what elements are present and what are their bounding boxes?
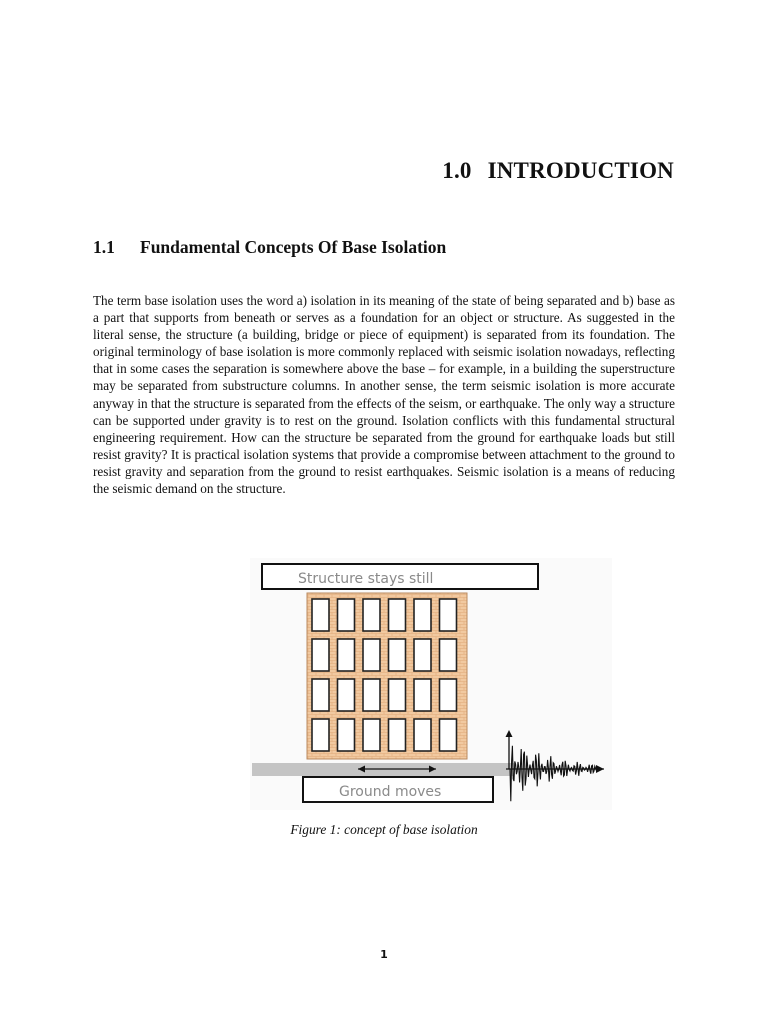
body-paragraph: The term base isolation uses the word a) isolation in its meaning of the state of being separated and b) base as a part that supports from beneath or serves as a foundation for an object or structure. As suggested in the literal sense, the structure (a building, bridge or piece of equipment) is separated from its foundation. The original terminology of base isolation is more commonly replaced with seismic isolation nowadays, reflecting that in some cases the separation is somewhere above the base – for example, in a building the superstructure may be separated from substructure columns. In another sense, the term seismic isolation is more accurate anyway in that the structure is separated from the effects of the seism, or earthquake. The only way a structure can be supported under gravity is to rest on the ground. Isolation conflicts with this fundamental structural engineering requirement. How can the structure be separated from the ground for earthquake loads but still resist gravity? It is practical isolation systems that provide a compromise between attachment to the ground to resist gravity and separation from the ground to resist earthquakes. Seismic isolation is a means of reducing the seismic demand on the structure. [93, 293, 675, 497]
building-window [338, 599, 355, 631]
building-window [389, 719, 406, 751]
building-window [338, 639, 355, 671]
building-window [363, 599, 380, 631]
base-isolation-diagram [250, 558, 612, 810]
building-window [440, 679, 457, 711]
building-window [440, 639, 457, 671]
building-window [389, 679, 406, 711]
section-number: 1.1 [93, 237, 115, 257]
building-window [389, 639, 406, 671]
building-window [389, 599, 406, 631]
section-title [93, 237, 446, 258]
bottom-label: Ground moves [339, 784, 442, 800]
building-window [312, 679, 329, 711]
building-window [414, 639, 431, 671]
section-name: Fundamental Concepts Of Base Isolation [140, 237, 447, 257]
chapter-name: INTRODUCTION [487, 158, 674, 183]
top-label: Structure stays still [298, 571, 434, 587]
building-window [312, 719, 329, 751]
building-window [338, 679, 355, 711]
building-window [338, 719, 355, 751]
building-window [363, 679, 380, 711]
building-window [414, 679, 431, 711]
building-window [312, 639, 329, 671]
building-window [440, 599, 457, 631]
building-window [414, 599, 431, 631]
building-window [440, 719, 457, 751]
building-window [312, 599, 329, 631]
figure-caption: Figure 1: concept of base isolation [290, 822, 478, 837]
base-isolation-figure [250, 558, 612, 810]
page-number: 1 [380, 948, 388, 961]
chapter-number: 1.0 [442, 158, 472, 183]
building-window [363, 719, 380, 751]
building-window [414, 719, 431, 751]
building-window [363, 639, 380, 671]
chapter-title [442, 158, 674, 184]
